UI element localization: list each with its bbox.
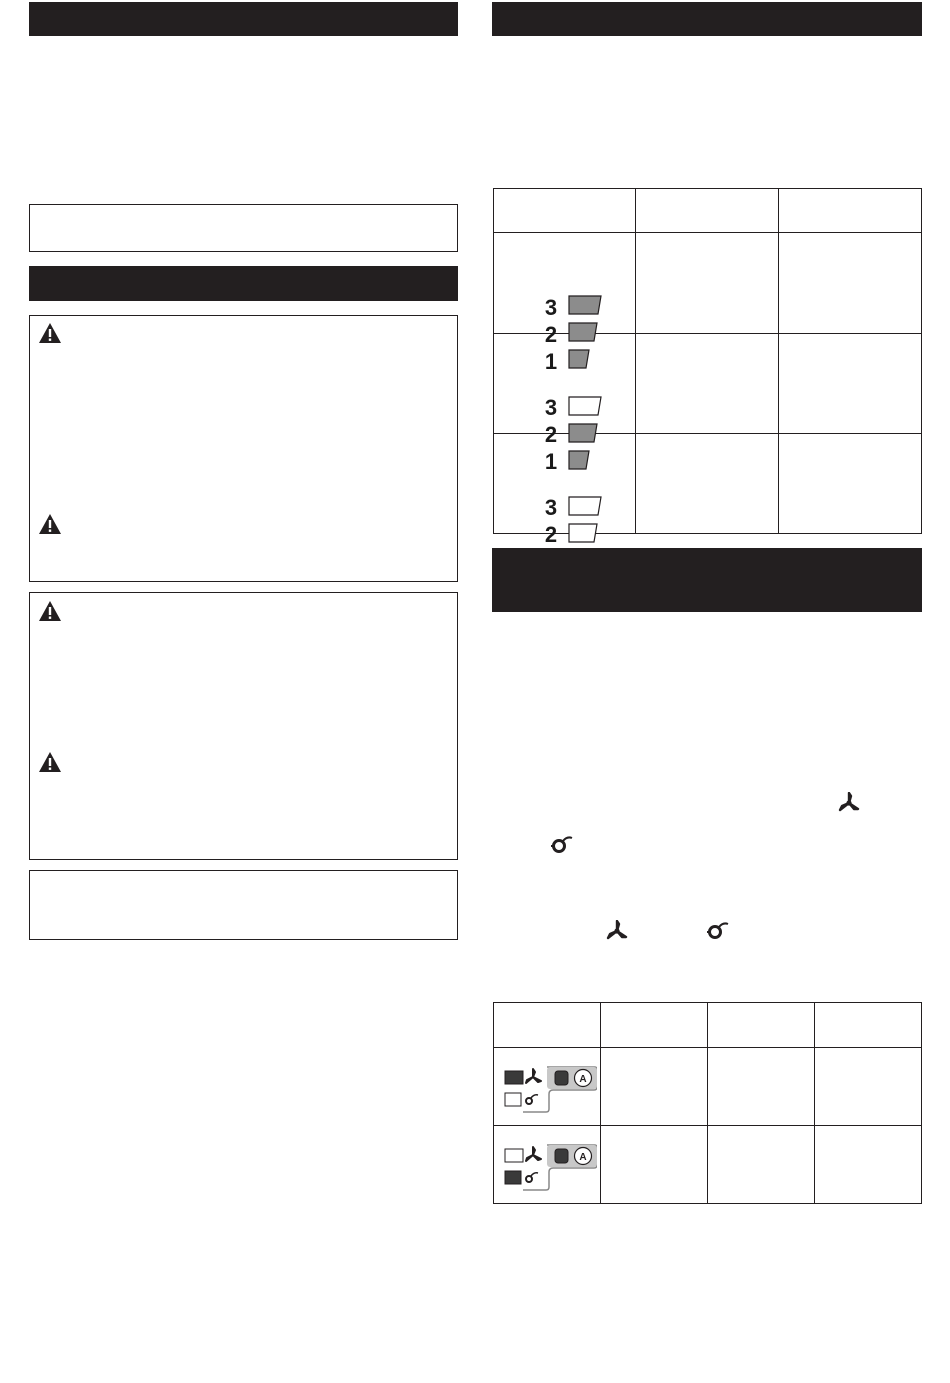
table-header-cell	[636, 189, 779, 233]
table-header-cell	[779, 189, 922, 233]
warning-triangle-icon	[38, 513, 62, 535]
table-header-cell	[708, 1003, 815, 1048]
table-header-row	[494, 189, 922, 233]
table-header-cell	[494, 1003, 601, 1048]
level-number: 2	[544, 422, 558, 447]
table-cell	[636, 434, 779, 534]
table-cell	[708, 1126, 815, 1204]
section-header-bar-3	[492, 2, 922, 36]
level-number: 1	[544, 348, 558, 374]
note-box-1	[29, 204, 458, 252]
table-row	[494, 233, 922, 334]
table-cell	[779, 233, 922, 334]
mode-panel-diagram	[501, 1135, 597, 1195]
table-header-row	[494, 1003, 922, 1048]
section-header-bar-2	[29, 266, 458, 301]
level-number: 2	[544, 321, 558, 347]
mode-table	[493, 1002, 922, 1204]
warning-box-2	[29, 592, 458, 860]
circle-hook-icon	[548, 834, 574, 861]
indicator-lamp-off	[568, 496, 602, 521]
warning-triangle-icon	[38, 600, 62, 622]
mode-indicator-cell	[494, 1126, 601, 1204]
level-number: 3	[544, 495, 558, 520]
indicator-lamp-off	[568, 523, 598, 548]
table-cell	[601, 1048, 708, 1126]
table-cell	[779, 334, 922, 434]
table-header-cell	[815, 1003, 922, 1048]
battery-level-table	[493, 188, 922, 547]
note-box-2	[29, 870, 458, 940]
indicator-lamp-lit	[568, 349, 590, 374]
table-row	[494, 1126, 922, 1204]
indicator-lamp-off	[568, 396, 602, 421]
battery-indicator-cell	[494, 233, 636, 374]
indicator-lamp-lit	[568, 423, 598, 448]
warning-triangle-icon	[38, 322, 62, 344]
three-blade-fan-icon	[606, 920, 628, 947]
warning-triangle-icon	[38, 751, 62, 773]
level-number: 3	[544, 395, 558, 420]
indicator-lamp-lit	[568, 295, 602, 320]
table-row	[494, 1048, 922, 1126]
table-cell	[708, 1048, 815, 1126]
table-cell	[779, 434, 922, 534]
table-header-cell	[494, 189, 636, 233]
warning-box-1	[29, 315, 458, 582]
level-number: 2	[544, 522, 558, 547]
svg-text:A: A	[579, 1073, 587, 1085]
table-cell	[815, 1126, 922, 1204]
table-cell	[636, 334, 779, 434]
svg-text:A: A	[579, 1151, 587, 1163]
level-number: 3	[544, 294, 558, 320]
section-header-bar-1	[29, 2, 458, 36]
indicator-lamp-lit	[568, 322, 598, 347]
indicator-lamp-lit	[568, 450, 590, 475]
three-blade-fan-icon	[838, 792, 860, 819]
battery-indicator-cell	[494, 434, 636, 547]
section-header-bar-4	[492, 548, 922, 612]
table-cell	[636, 233, 779, 334]
table-header-cell	[601, 1003, 708, 1048]
table-row	[494, 434, 922, 534]
level-number: 1	[544, 449, 558, 474]
table-cell	[815, 1048, 922, 1126]
table-cell	[601, 1126, 708, 1204]
circle-hook-icon	[704, 920, 730, 947]
mode-indicator-cell	[494, 1048, 601, 1126]
mode-panel-diagram	[501, 1057, 597, 1117]
